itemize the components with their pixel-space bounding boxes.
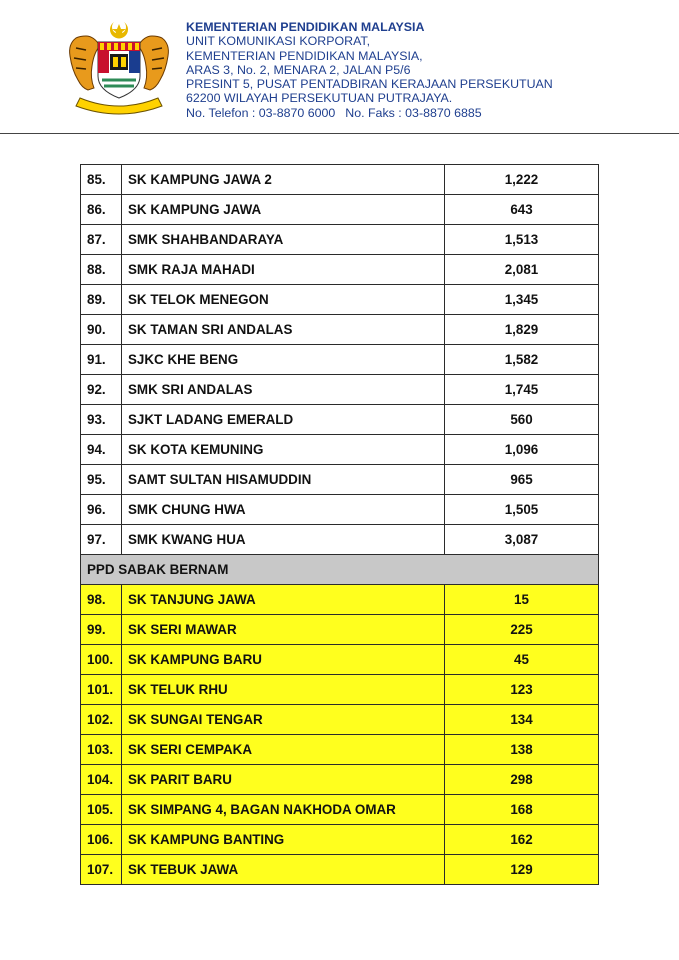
row-number: 107. [81,855,122,885]
table-row [81,465,599,495]
letterhead [0,0,679,135]
row-value: 2,081 [445,255,599,285]
school-name: SK SERI CEMPAKA [122,735,445,765]
school-name: SK KAMPUNG BARU [122,645,445,675]
row-number: 86. [81,195,122,225]
row-value: 1,829 [445,315,599,345]
row-value: 134 [445,705,599,735]
school-name: SK TELOK MENEGON [122,285,445,315]
school-table [80,164,599,885]
table-row [81,345,599,375]
school-name: SK KAMPUNG JAWA [122,195,445,225]
phone-number: No. Telefon : 03-8870 6000 [186,105,336,120]
table-row [81,315,599,345]
fax-number: No. Faks : 03-8870 6885 [345,105,482,120]
row-number: 97. [81,525,122,555]
row-number: 103. [81,735,122,765]
row-value: 1,505 [445,495,599,525]
school-name: SK TELUK RHU [122,675,445,705]
row-number: 94. [81,435,122,465]
school-name: SMK KWANG HUA [122,525,445,555]
row-value: 298 [445,765,599,795]
school-name: SK SIMPANG 4, BAGAN NAKHODA OMAR [122,795,445,825]
table-row [81,525,599,555]
school-name: SK KAMPUNG JAWA 2 [122,165,445,195]
row-value: 15 [445,585,599,615]
row-number: 93. [81,405,122,435]
row-value: 560 [445,405,599,435]
row-value: 138 [445,735,599,765]
table-row [81,825,599,855]
table-row [81,615,599,645]
table-row [81,195,599,225]
school-name: SMK CHUNG HWA [122,495,445,525]
row-value: 1,345 [445,285,599,315]
row-number: 95. [81,465,122,495]
row-value: 123 [445,675,599,705]
school-name: SK KAMPUNG BANTING [122,825,445,855]
row-value: 3,087 [445,525,599,555]
row-number: 105. [81,795,122,825]
row-value: 1,582 [445,345,599,375]
row-number: 106. [81,825,122,855]
section-header-row [81,555,599,585]
school-name: SJKT LADANG EMERALD [122,405,445,435]
row-value: 1,222 [445,165,599,195]
row-value: 1,745 [445,375,599,405]
contact-line [186,106,553,120]
row-value: 129 [445,855,599,885]
row-value: 965 [445,465,599,495]
school-name: SMK SRI ANDALAS [122,375,445,405]
address-line: UNIT KOMUNIKASI KORPORAT, [186,34,371,49]
address-line: KEMENTERIAN PENDIDIKAN MALAYSIA, [186,48,423,63]
row-value: 168 [445,795,599,825]
table-row [81,735,599,765]
table-row [81,795,599,825]
row-number: 88. [81,255,122,285]
table-row [81,645,599,675]
table-row [81,495,599,525]
row-value: 45 [445,645,599,675]
row-value: 225 [445,615,599,645]
row-number: 96. [81,495,122,525]
school-name: SAMT SULTAN HISAMUDDIN [122,465,445,495]
row-number: 85. [81,165,122,195]
table-row [81,855,599,885]
row-number: 104. [81,765,122,795]
table-row [81,375,599,405]
table-row [81,705,599,735]
table-row [81,585,599,615]
table-row [81,435,599,465]
table-row [81,675,599,705]
school-name: SMK SHAHBANDARAYA [122,225,445,255]
table-row [81,225,599,255]
row-value: 1,096 [445,435,599,465]
school-name: SK PARIT BARU [122,765,445,795]
ministry-name: KEMENTERIAN PENDIDIKAN MALAYSIA [186,20,425,34]
school-name: SK TANJUNG JAWA [122,585,445,615]
address-line: 62200 WILAYAH PERSEKUTUAN PUTRAJAYA. [186,91,453,106]
section-label: PPD SABAK BERNAM [81,555,599,585]
row-value: 643 [445,195,599,225]
table-row [81,255,599,285]
row-value: 1,513 [445,225,599,255]
school-name: SK SERI MAWAR [122,615,445,645]
table-row [81,765,599,795]
row-number: 90. [81,315,122,345]
school-name: SK TEBUK JAWA [122,855,445,885]
address-line: PRESINT 5, PUSAT PENTADBIRAN KERAJAAN PERSEKUTUAN [186,77,553,92]
malaysia-coat-of-arms-icon [62,18,176,118]
school-name: SK KOTA KEMUNING [122,435,445,465]
letterhead-text [186,20,553,120]
row-number: 101. [81,675,122,705]
school-name: SMK RAJA MAHADI [122,255,445,285]
address-line: ARAS 3, No. 2, MENARA 2, JALAN P5/6 [186,62,411,77]
table-row [81,285,599,315]
row-number: 102. [81,705,122,735]
row-number: 89. [81,285,122,315]
row-value: 162 [445,825,599,855]
school-name: SJKC KHE BENG [122,345,445,375]
table-row [81,405,599,435]
row-number: 98. [81,585,122,615]
table-row [81,165,599,195]
header-divider [0,133,679,134]
row-number: 100. [81,645,122,675]
school-name: SK SUNGAI TENGAR [122,705,445,735]
row-number: 92. [81,375,122,405]
row-number: 87. [81,225,122,255]
school-name: SK TAMAN SRI ANDALAS [122,315,445,345]
row-number: 91. [81,345,122,375]
row-number: 99. [81,615,122,645]
